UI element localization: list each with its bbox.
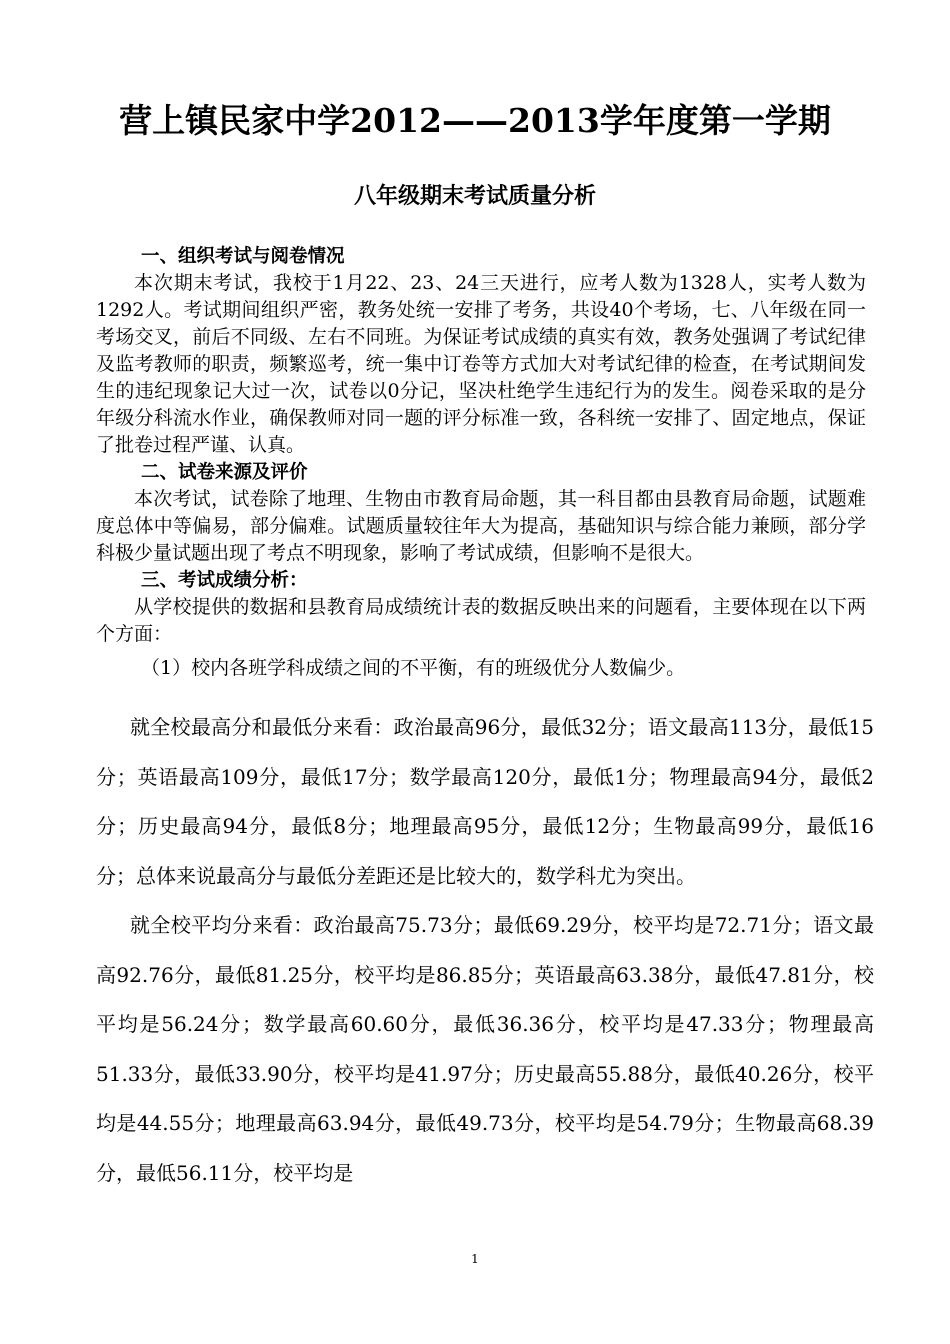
- max-min-paragraph: 就全校最高分和最低分来看：政治最高96分，最低32分；语文最高113分，最低15分；英语最高109分，最低17分；数学最高120分，最低1分；物理最高94分，最低2分；历史最高94分，最低8分；地理最高95分，最低12分；生物最高99分，最低16分；总体来说最高分与最低分差距还是比较大的，数学科尤为突出。: [96, 715, 874, 888]
- section-paragraph-2: 本次考试，试卷除了地理、生物由市教育局命题，其一科目都由县教育局命题，试题难度总体中等偏易，部分偏难。试题质量较往年大为提高，基础知识与综合能力兼顾，部分学科极少量试题出现了考点不明现象，影响了考试成绩，但影响不是很大。: [96, 488, 866, 564]
- score-analysis: [96, 703, 874, 1198]
- document-body: [96, 243, 866, 648]
- section-heading-1: 一、组织考试与阅卷情况: [141, 246, 345, 267]
- average-paragraph: 就全校平均分来看：政治最高75.73分；最低69.29分，校平均是72.71分；语文最高92.76分，最低81.25分，校平均是86.85分；英语最高63.38分，最低47.81分，校平均是56.24分；数学最高60.60分，最低36.36分，校平均是47.33分；物理最高51.33分，最低33.90分，校平均是41.97分；历史最高55.88分，最低40.26分，校平均是44.55分；地理最高63.94分，最低49.73分，校平均是54.79分；生物最高68.39分，最低56.11分，校平均是: [96, 913, 874, 1185]
- section-paragraph-1: 本次期末考试，我校于1月22、23、24三天进行，应考人数为1328人，实考人数为1292人。考试期间组织严密，教务处统一安排了考务，共设40个考场，七、八年级在同一考场交叉，前后不同级、左右不同班。为保证考试成绩的真实有效，教务处强调了考试纪律及监考教师的职责，频繁巡考，统一集中订卷等方式加大对考试纪律的检查，在考试期间发生的违纪现象记大过一次，试卷以0分记，坚决杜绝学生违纪行为的发生。阅卷采取的是分年级分科流水作业，确保教师对同一题的评分标准一致，各科统一安排了、固定地点，保证了批卷过程严谨、认真。: [96, 272, 866, 456]
- document-title: 营上镇民家中学2012——2013学年度第一学期: [119, 101, 831, 140]
- section-heading-2: 二、试卷来源及评价: [141, 462, 308, 483]
- section-heading-3: 三、考试成绩分析：: [141, 570, 308, 591]
- list-item-1: （1）校内各班学科成绩之间的不平衡，有的班级优分人数偏少。: [141, 657, 686, 679]
- section-paragraph-3: 从学校提供的数据和县教育局成绩统计表的数据反映出来的问题看，主要体现在以下两个方面：: [96, 596, 866, 645]
- document-subtitle: 八年级期末考试质量分析: [353, 183, 596, 209]
- page-number: 1: [471, 1252, 479, 1266]
